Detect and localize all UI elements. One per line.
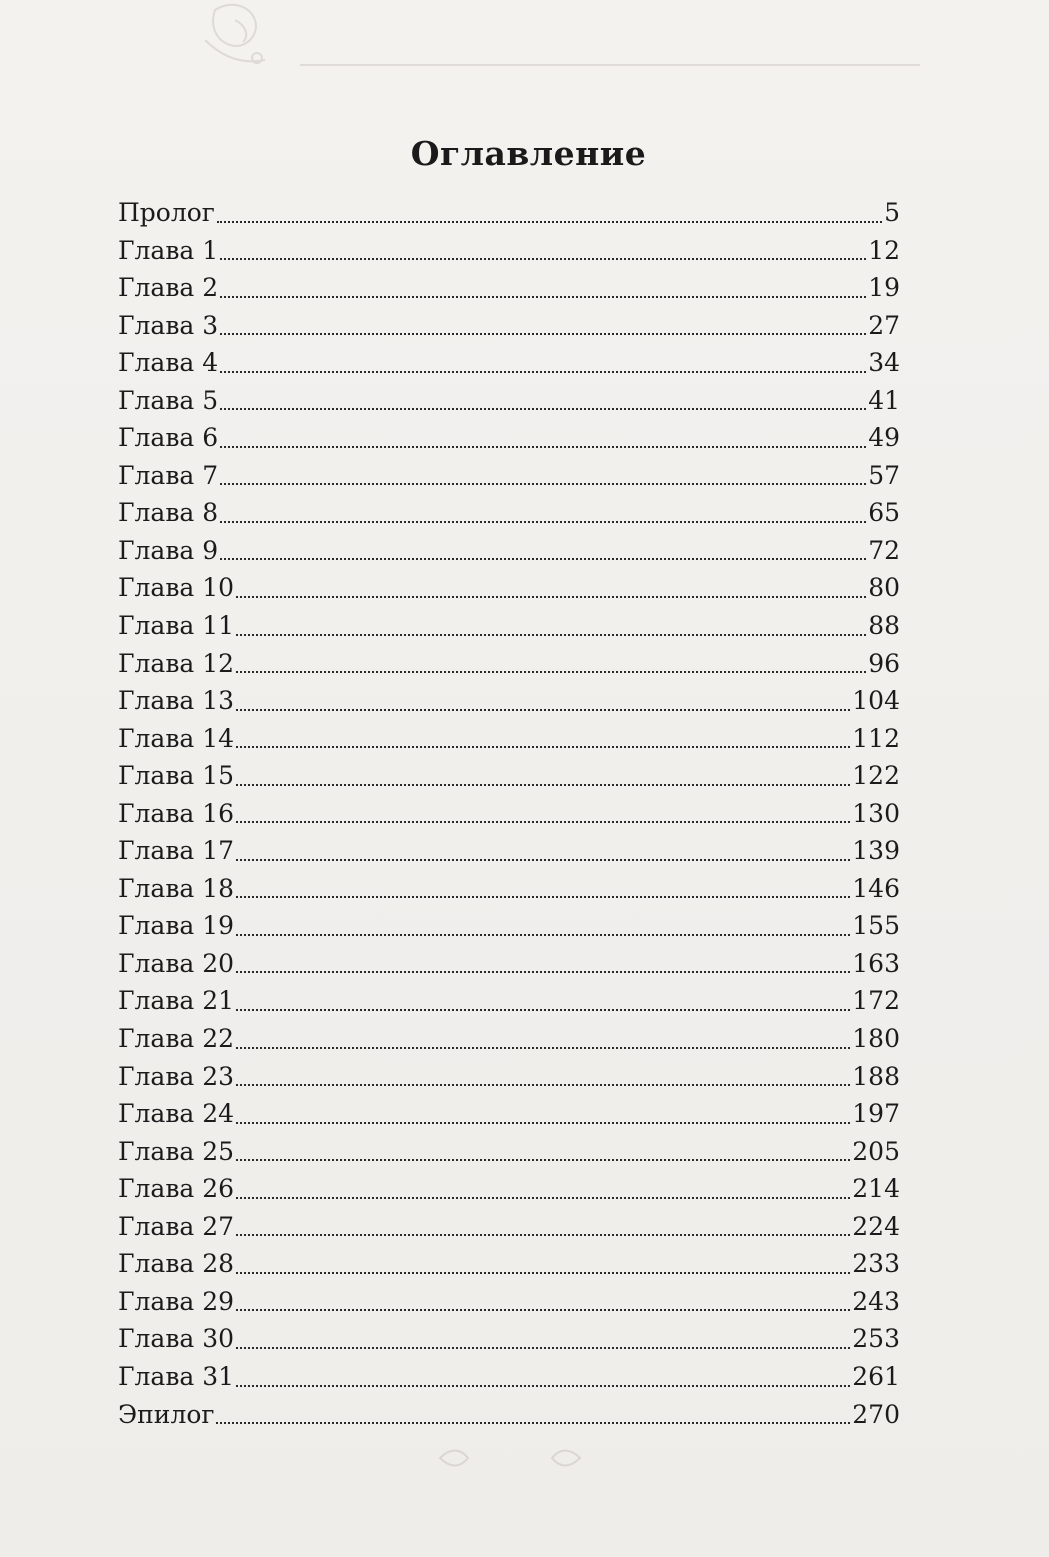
toc-entry xyxy=(118,232,900,270)
header-rule xyxy=(300,64,920,66)
toc-entry-label: Глава 10 xyxy=(118,573,235,603)
toc-entry-page-number: 49 xyxy=(868,423,900,453)
toc-entry-label: Глава 31 xyxy=(118,1361,235,1391)
toc-entry-label: Глава 6 xyxy=(118,423,219,453)
toc-entry xyxy=(118,1133,900,1171)
toc-entry-label: Глава 18 xyxy=(118,873,235,903)
toc-entry-label: Глава 20 xyxy=(118,948,235,978)
toc-entry-label: Глава 30 xyxy=(118,1324,235,1354)
toc-entry-label: Глава 25 xyxy=(118,1136,235,1166)
toc-entry xyxy=(118,720,900,758)
dot-leader xyxy=(220,352,866,382)
dot-leader xyxy=(236,1178,850,1208)
dot-leader xyxy=(220,314,866,344)
dot-leader xyxy=(236,915,850,945)
dot-leader xyxy=(236,727,850,757)
toc-entry-page-number: 197 xyxy=(852,1099,900,1129)
toc-entry xyxy=(118,907,900,945)
dot-leader xyxy=(236,1065,850,1095)
dot-leader xyxy=(236,1103,850,1133)
dot-leader xyxy=(236,765,850,795)
toc-entry-label: Глава 21 xyxy=(118,986,235,1016)
toc-entry xyxy=(118,532,900,570)
toc-entry-page-number: 224 xyxy=(852,1211,900,1241)
toc-entry-page-number: 27 xyxy=(868,310,900,340)
toc-entry-label: Глава 29 xyxy=(118,1286,235,1316)
toc-entry xyxy=(118,832,900,870)
toc-entry xyxy=(118,982,900,1020)
dot-leader xyxy=(236,690,850,720)
dot-leader xyxy=(236,802,850,832)
table-of-contents xyxy=(118,194,900,1433)
toc-entry xyxy=(118,307,900,345)
toc-entry-page-number: 88 xyxy=(868,611,900,641)
toc-entry-page-number: 57 xyxy=(868,460,900,490)
toc-entry-page-number: 41 xyxy=(868,385,900,415)
dot-leader xyxy=(236,1290,850,1320)
toc-entry-label: Глава 17 xyxy=(118,836,235,866)
toc-entry-label: Глава 1 xyxy=(118,235,219,265)
toc-entry-page-number: 172 xyxy=(852,986,900,1016)
toc-entry-page-number: 139 xyxy=(852,836,900,866)
toc-entry-label: Глава 8 xyxy=(118,498,219,528)
dot-leader xyxy=(236,1328,850,1358)
toc-entry-page-number: 243 xyxy=(852,1286,900,1316)
dot-leader xyxy=(236,615,866,645)
toc-entry-page-number: 34 xyxy=(868,348,900,378)
toc-entry xyxy=(118,1208,900,1246)
toc-entry-page-number: 96 xyxy=(868,648,900,678)
toc-entry-label: Глава 22 xyxy=(118,1024,235,1054)
toc-entry-label: Глава 24 xyxy=(118,1099,235,1129)
toc-entry-label: Глава 16 xyxy=(118,798,235,828)
dot-leader xyxy=(220,389,866,419)
toc-entry-page-number: 214 xyxy=(852,1174,900,1204)
dot-leader xyxy=(217,202,882,232)
toc-entry-label: Глава 23 xyxy=(118,1061,235,1091)
toc-entry-page-number: 253 xyxy=(852,1324,900,1354)
toc-entry-label: Глава 7 xyxy=(118,460,219,490)
toc-entry-label: Глава 12 xyxy=(118,648,235,678)
dot-leader xyxy=(216,1403,850,1433)
toc-entry-label: Глава 11 xyxy=(118,611,235,641)
toc-entry-page-number: 233 xyxy=(852,1249,900,1279)
toc-entry-page-number: 146 xyxy=(852,873,900,903)
dot-leader xyxy=(236,1140,850,1170)
toc-entry-page-number: 12 xyxy=(868,235,900,265)
page-title: Оглавление xyxy=(410,134,647,173)
toc-entry-label: Глава 4 xyxy=(118,348,219,378)
toc-entry-label: Эпилог xyxy=(118,1399,215,1429)
dot-leader xyxy=(236,1028,850,1058)
toc-entry xyxy=(118,569,900,607)
toc-entry-label: Глава 2 xyxy=(118,273,219,303)
toc-entry-page-number: 163 xyxy=(852,948,900,978)
toc-entry-label: Глава 5 xyxy=(118,385,219,415)
toc-entry-page-number: 80 xyxy=(868,573,900,603)
dot-leader xyxy=(220,277,866,307)
dot-leader xyxy=(220,239,866,269)
toc-entry-page-number: 72 xyxy=(868,535,900,565)
dot-leader xyxy=(236,1215,850,1245)
toc-entry-label: Глава 15 xyxy=(118,761,235,791)
toc-entry-label: Глава 13 xyxy=(118,686,235,716)
toc-entry-label: Глава 26 xyxy=(118,1174,235,1204)
toc-entry xyxy=(118,269,900,307)
toc-entry-page-number: 104 xyxy=(852,686,900,716)
dot-leader xyxy=(236,877,850,907)
toc-entry xyxy=(118,645,900,683)
toc-entry-page-number: 5 xyxy=(884,198,900,227)
toc-entry-page-number: 188 xyxy=(852,1061,900,1091)
dot-leader xyxy=(236,577,866,607)
toc-entry xyxy=(118,682,900,720)
dot-leader xyxy=(236,1253,850,1283)
toc-entry-page-number: 261 xyxy=(852,1361,900,1391)
toc-entry xyxy=(118,1358,900,1396)
toc-entry-page-number: 155 xyxy=(852,911,900,941)
toc-entry-page-number: 180 xyxy=(852,1024,900,1054)
dot-leader xyxy=(236,990,850,1020)
toc-entry xyxy=(118,1245,900,1283)
toc-entry-page-number: 130 xyxy=(852,798,900,828)
toc-entry xyxy=(118,419,900,457)
toc-entry xyxy=(118,382,900,420)
dot-leader xyxy=(220,427,866,457)
dot-leader xyxy=(220,502,866,532)
dot-leader xyxy=(236,652,866,682)
toc-entry xyxy=(118,457,900,495)
toc-entry-label: Пролог xyxy=(118,198,215,227)
toc-entry xyxy=(118,1095,900,1133)
toc-entry xyxy=(118,1283,900,1321)
dot-leader xyxy=(236,952,850,982)
toc-entry xyxy=(118,795,900,833)
toc-entry-label: Глава 3 xyxy=(118,310,219,340)
toc-entry-page-number: 270 xyxy=(852,1399,900,1429)
page-number-ornament-icon xyxy=(430,1440,590,1476)
toc-entry-label: Глава 19 xyxy=(118,911,235,941)
toc-entry-label: Глава 14 xyxy=(118,723,235,753)
toc-entry xyxy=(118,870,900,908)
toc-entry xyxy=(118,945,900,983)
dot-leader xyxy=(220,464,866,494)
toc-entry xyxy=(118,1020,900,1058)
toc-entry-page-number: 122 xyxy=(852,761,900,791)
toc-entry-page-number: 65 xyxy=(868,498,900,528)
toc-entry xyxy=(118,1058,900,1096)
toc-entry xyxy=(118,607,900,645)
dot-leader xyxy=(236,1366,850,1396)
toc-entry-label: Глава 9 xyxy=(118,535,219,565)
toc-entry xyxy=(118,494,900,532)
dot-leader xyxy=(236,840,850,870)
toc-entry xyxy=(118,757,900,795)
toc-entry-page-number: 19 xyxy=(868,273,900,303)
toc-entry-label: Глава 27 xyxy=(118,1211,235,1241)
toc-entry-label: Глава 28 xyxy=(118,1249,235,1279)
toc-entry-page-number: 112 xyxy=(852,723,900,753)
toc-entry xyxy=(118,194,900,232)
dot-leader xyxy=(220,539,866,569)
toc-entry xyxy=(118,1320,900,1358)
toc-entry xyxy=(118,344,900,382)
toc-entry xyxy=(118,1170,900,1208)
toc-entry xyxy=(118,1396,900,1434)
toc-entry-page-number: 205 xyxy=(852,1136,900,1166)
floral-ornament-icon xyxy=(195,0,285,70)
